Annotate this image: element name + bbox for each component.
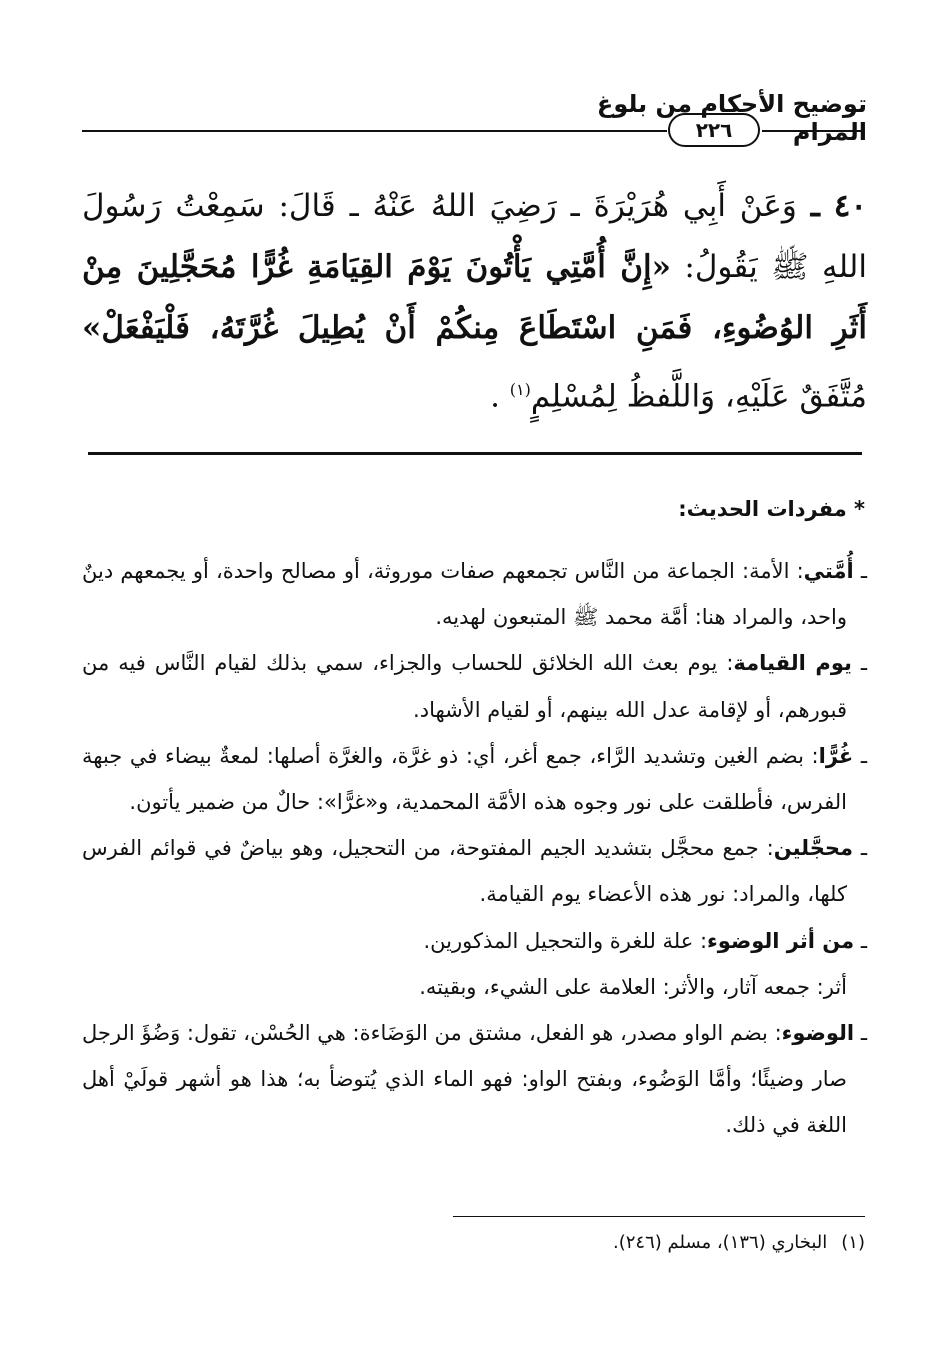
vocab-subitem (82, 964, 867, 1010)
section-divider (88, 452, 862, 455)
hadith-text (82, 176, 867, 427)
page-number: ٢٢٦ (668, 113, 760, 147)
item-dash: ـ (851, 651, 867, 676)
vocab-item (82, 640, 867, 732)
term-separator: : (693, 928, 708, 953)
footnote-text: البخاري (١٣٦)، مسلم (٢٤٦). (613, 1232, 828, 1253)
vocab-item (82, 548, 867, 640)
header-rule-right (762, 130, 865, 132)
vocab-term: يوم القيامة (733, 651, 852, 676)
item-dash: ـ (853, 559, 867, 583)
item-dash: ـ (853, 743, 867, 768)
header-rule-left (82, 130, 667, 132)
term-separator: : (758, 836, 774, 861)
item-dash: ـ (853, 836, 868, 861)
vocab-definition: بضم الغين وتشديد الرَّاء، جمع أغر، أي: ذو غرَّة، والغرَّة أصلها: لمعةٌ بيضاء في جبهة الفرس، فأطلقت على نور وجوه هذه الأمَّة المحمدية، و«غرًّا»: حالٌ من ضمير يأتون. (82, 743, 847, 815)
vocab-definition: جمع محجَّل بتشديد الجيم المفتوحة، من التحجيل، وهو بياضٌ في قوائم الفرس كلها، والمراد: نور هذه الأعضاء يوم القيامة. (82, 836, 847, 907)
vocab-definition: أثر: جمعه آثار، والأثر: العلامة على الشيء، وبقيته. (419, 974, 847, 999)
vocab-item (82, 918, 867, 964)
footnote-rule (453, 1216, 865, 1217)
term-separator: : (803, 743, 819, 768)
vocab-term: الوضوء (781, 1021, 855, 1046)
vocab-item (82, 1010, 867, 1149)
item-dash: ـ (854, 928, 867, 953)
term-separator: : (717, 651, 734, 676)
hadith-number: ٤٠ (833, 188, 867, 224)
hadith-takhrij: مُتَّفَقٌ عَلَيْهِ، وَاللَّفظُ لِمُسْلِمٍ (530, 378, 867, 415)
vocab-definition: بضم الواو مصدر، هو الفعل، مشتق من الوَضَاءة: هي الحُسْن، تقول: وَضُؤَ الرجل صار وضيئًا؛ وأمَّا الوَضُوء، وبفتح الواو: فهو الماء الذي يُتوضأ به؛ هذا هو أشهر قولَيْ أهل اللغة في ذلك. (82, 1021, 847, 1138)
hadith-end: . (490, 378, 500, 415)
footnote (265, 1232, 865, 1253)
vocab-list (82, 548, 867, 1149)
vocab-term: محجَّلين (773, 836, 854, 861)
vocab-item (82, 733, 867, 825)
term-separator: : (767, 1021, 782, 1046)
hadith-matn: «إِنَّ أُمَّتِي يَأْتُونَ يَوْمَ القِيَامَةِ غُرًّا مُحَجَّلِينَ مِنْ أَثَرِ الوُضُوءِ، فَمَنِ اسْتَطَاعَ مِنكُمْ أَنْ يُطِيلَ غُرَّتَهُ، فَلْيَفْعَلْ» (82, 249, 867, 346)
vocab-definition: يوم بعث الله الخلائق للحساب والجزاء، سمي بذلك لقيام النَّاس فيه من قبورهم، أو لإقامة عدل الله بينهم، أو لقيام الأشهاد. (82, 651, 847, 722)
hadith-number-dash: ـ (810, 188, 820, 224)
vocab-item (82, 825, 867, 917)
vocab-term: غُرًّا (818, 743, 854, 768)
running-title: توضيح الأحكام من بلوغ المرام (596, 90, 867, 146)
term-separator: : (789, 559, 804, 583)
footnote-reference[interactable]: (١) (509, 380, 531, 399)
vocab-definition: الأمة: الجماعة من النَّاس تجمعهم صفات موروثة، أو مصالح واحدة، أو يجمعهم دينٌ واحد، والمراد هنا: أمَّة محمد ﷺ المتبعون لهديه. (82, 559, 847, 630)
vocab-definition: علة للغرة والتحجيل المذكورين. (423, 928, 694, 953)
item-dash: ـ (854, 1021, 867, 1046)
vocab-heading: * مفردات الحديث: (678, 497, 865, 521)
hadith-intro: وَعَنْ أَبِي هُرَيْرَةَ ـ رَضِيَ اللهُ عَنْهُ ـ قَالَ: سَمِعْتُ رَسُولَ اللهِ ﷺ يَقُولُ: (82, 188, 867, 285)
footnote-number: (١) (841, 1232, 865, 1253)
vocab-term: من أثر الوضوء (707, 928, 855, 953)
vocab-term: أُمَّتي (803, 559, 854, 583)
